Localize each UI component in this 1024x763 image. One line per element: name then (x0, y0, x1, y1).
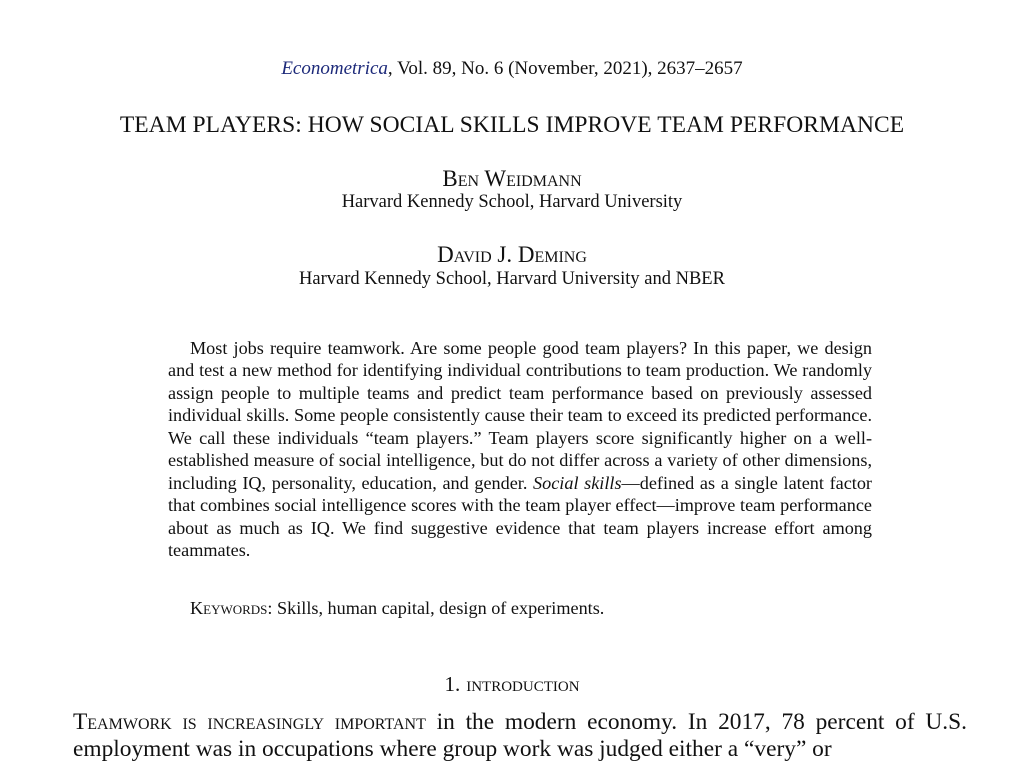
intro-paragraph (73, 709, 967, 763)
abstract-text-part1: Most jobs require teamwork. Are some people good team players? In this paper, we design and test a new method for identifying individual contributions to team production. We randomly assign people to multiple teams and predict team performance based on previously assessed individual skills. Some people consistently cause their team to exceed its predicted performance. We call these individuals “team players.” Team players score significantly higher on a well-established measure of social intelligence, but do not differ across a variety of other dimensions, including IQ, personality, education, and gender. (168, 338, 872, 493)
keywords-text: : Skills, human capital, design of experiments. (267, 598, 605, 618)
author-name: David J. Deming (437, 242, 587, 267)
abstract (168, 337, 872, 562)
abstract-text-part2: —defined as a single latent factor that combines social intelligence scores with the team player effect—improve team performance about as much as IQ. We find suggestive evidence that team players increase effort among teammates. (168, 472, 872, 561)
intro-lead-words: Teamwork is increasingly important (73, 709, 426, 735)
paper-title: TEAM PLAYERS: HOW SOCIAL SKILLS IMPROVE TEAM PERFORMANCE (119, 112, 905, 138)
citation-details: , Vol. 89, No. 6 (November, 2021), 2637–2657 (387, 58, 743, 79)
keywords (190, 597, 604, 619)
section-heading (0, 670, 1024, 698)
author-name: Ben Weidmann (442, 166, 582, 191)
author-affiliation: Harvard Kennedy School, Harvard University and NBER (299, 269, 725, 289)
keywords-label: Keywords (190, 598, 268, 618)
abstract-emphasis: Social skills (533, 472, 622, 493)
intro-text: in the modern economy. In 2017, 78 percent of U.S. employment was in occupations where group work was judged either a “very” or (73, 709, 967, 762)
abstract-paragraph (168, 337, 872, 562)
section-number: 1. (444, 672, 461, 696)
author-affiliation: Harvard Kennedy School, Harvard University (341, 192, 683, 212)
intro-body (73, 709, 967, 763)
journal-name-link[interactable]: Econometrica (281, 58, 388, 79)
journal-citation (0, 57, 1024, 81)
section-title: introduction (466, 672, 580, 696)
